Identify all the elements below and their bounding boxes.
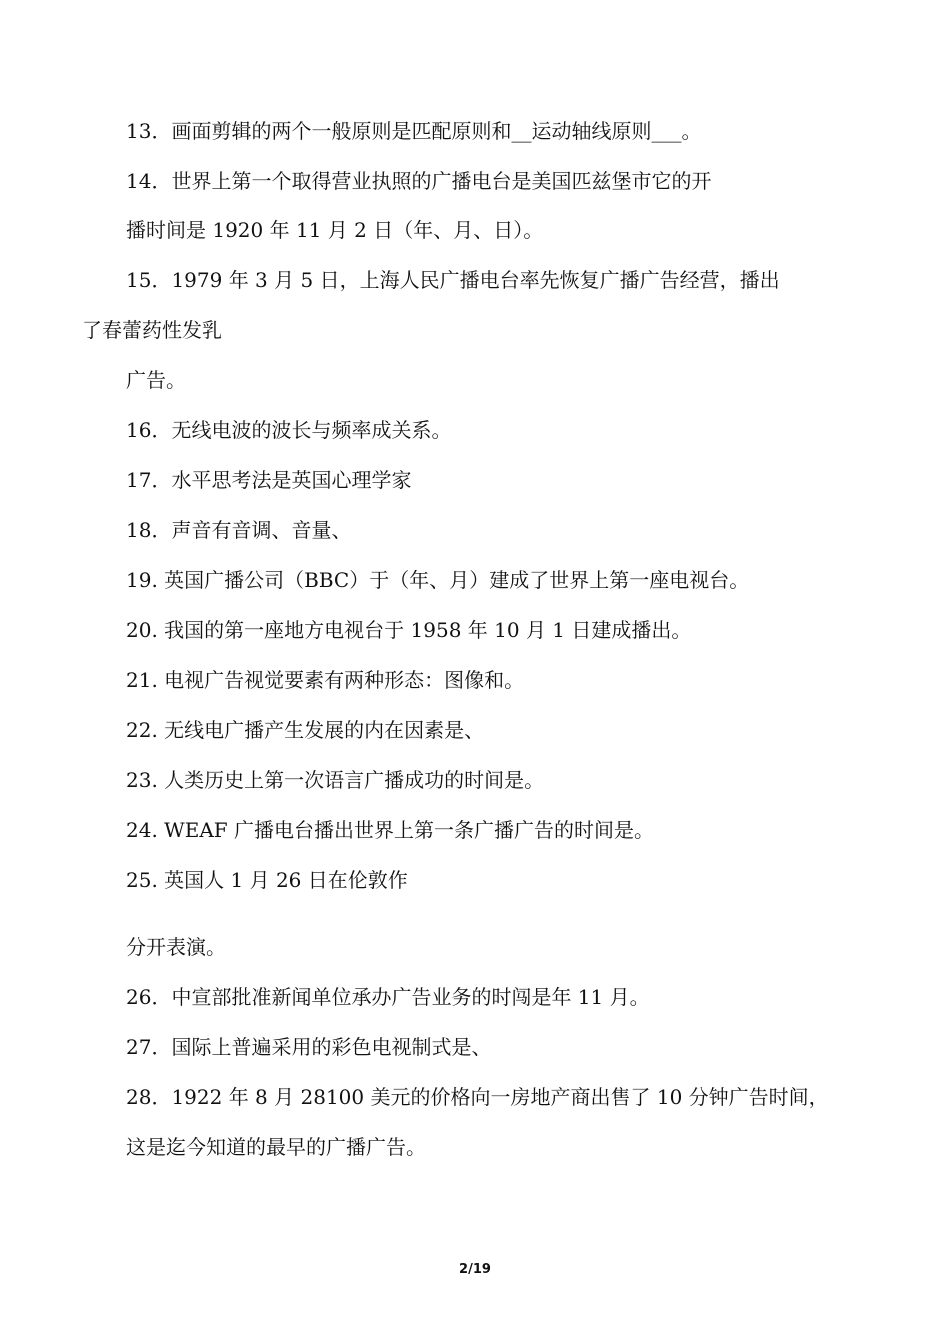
question-15-end: 广告。: [126, 368, 186, 392]
question-25-continued: 分开表演。: [126, 935, 226, 959]
page-number: 2/19: [459, 1262, 491, 1277]
question-13: 13．画面剪辑的两个一般原则是匹配原则和__运动轴线原则___。: [126, 119, 702, 143]
question-19: 19. 英国广播公司（BBC）于（年、月）建成了世界上第一座电视台。: [126, 568, 750, 592]
question-27: 27．国际上普遍采用的彩色电视制式是、: [126, 1035, 492, 1059]
question-28-continued: 这是迄今知道的最早的广播广告。: [126, 1135, 426, 1159]
question-24: 24. WEAF 广播电台播出世界上第一条广播广告的时间是。: [126, 818, 654, 842]
question-25: 25. 英国人 1 月 26 日在伦敦作: [126, 868, 408, 892]
question-20: 20. 我国的第一座地方电视台于 1958 年 10 月 1 日建成播出。: [126, 618, 692, 642]
question-21: 21. 电视广告视觉要素有两种形态：图像和。: [126, 668, 525, 692]
question-22: 22. 无线电广播产生发展的内在因素是、: [126, 718, 485, 742]
question-14: 14．世界上第一个取得营业执照的广播电台是美国匹兹堡市它的开: [126, 169, 712, 193]
question-23: 23. 人类历史上第一次语言广播成功的时间是。: [126, 768, 545, 792]
question-14-continued: 播时间是 1920 年 11 月 2 日（年、月、日）。: [126, 218, 544, 242]
question-26: 26．中宣部批准新闻单位承办广告业务的时闯是年 11 月。: [126, 985, 650, 1009]
question-17: 17．水平思考法是英国心理学家: [126, 468, 412, 492]
question-18: 18．声音有音调、音量、: [126, 518, 352, 542]
question-15: 15．1979 年 3 月 5 日，上海人民广播电台率先恢复广播广告经营，播出: [126, 268, 780, 292]
question-15-continued: 了春蕾药性发乳: [82, 318, 222, 342]
question-16: 16．无线电波的波长与频率成关系。: [126, 418, 452, 442]
question-28: 28．1922 年 8 月 28100 美元的价格向一房地产商出售了 10 分钟广告时间，: [126, 1085, 829, 1109]
